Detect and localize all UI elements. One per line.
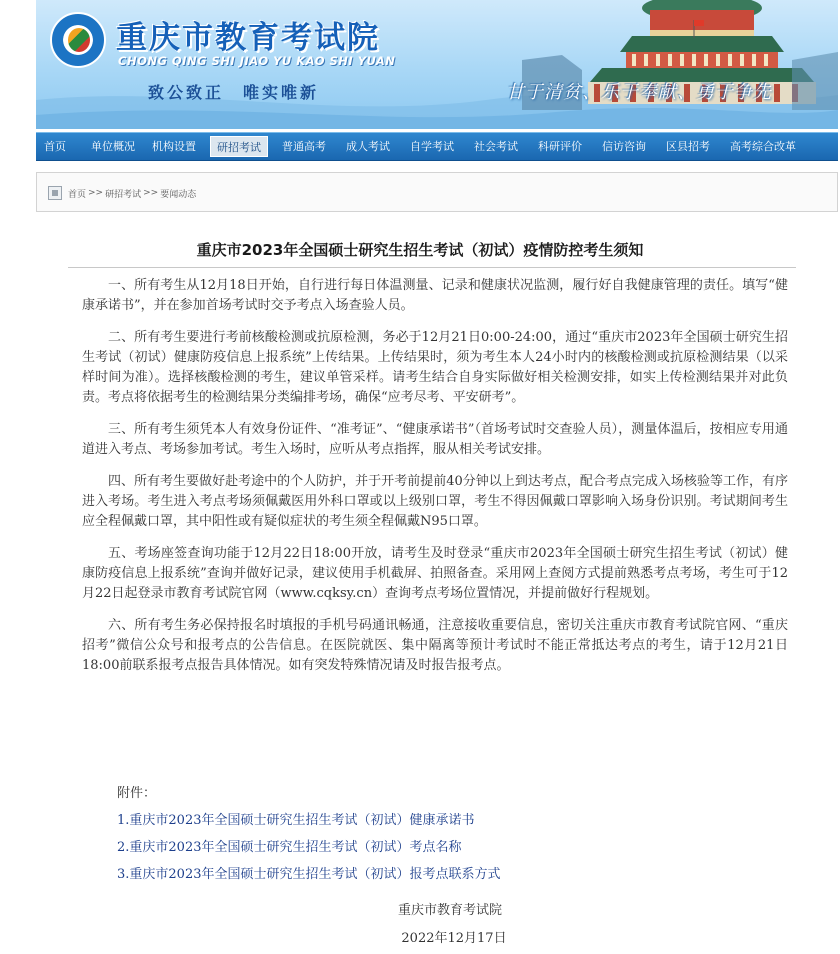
site-motto: 致公致正 唯实唯新 (148, 83, 320, 102)
breadcrumb-separator: >> (143, 188, 159, 198)
article-paragraph: 五、考场座签查询功能于12月22日18:00开放，请考生及时登录“重庆市2023年全国硕士研究生招生考试（初试）健康防疫信息上报系统”查询并做好记录，建议使用手机截屏、拍照备查。采用网上查阅方式提前熟悉考点考场，考生可于12月22日起登录市教育考试院官网（www.cqksy.cn）查询考点考场位置情况，并提前做好行程规划。 (82, 546, 788, 601)
breadcrumb-bar (36, 172, 838, 212)
article-paragraph: 三、所有考生须凭本人有效身份证件、“准考证”、“健康承诺书”（首场考试时交查验人员），测量体温后，按相应专用通道进入考点、考场参加考试。考生入场时，应听从考点指挥，服从相关考试安排。 (82, 422, 788, 457)
article-signature: 重庆市教育考试院 (397, 903, 502, 918)
attachment-link-contacts[interactable]: 3.重庆市2023年全国硕士研究生招生考试（初试）报考点联系方式 (117, 867, 501, 882)
great-hall-illustration (522, 0, 838, 129)
attachment-link-exam-sites[interactable]: 2.重庆市2023年全国硕士研究生招生考试（初试）考点名称 (117, 840, 462, 855)
site-logo[interactable] (50, 12, 106, 68)
article-paragraph: 一、所有考生从12月18日开始，自行进行每日体温测量、记录和健康状况监测，履行好自我健康管理的责任。填写“健康承诺书”，并在参加首场考试时交予考点入场查验人员。 (82, 278, 788, 313)
breadcrumb-graduate-exam[interactable]: 研招考试 (105, 189, 142, 200)
nav-item-gaokao[interactable]: 普通高考 (282, 140, 326, 153)
banner-slogan: 甘于清贫、乐于奉献、勇于争先 (506, 82, 772, 103)
nav-item-self-study-exam[interactable]: 自学考试 (410, 140, 454, 153)
article-date: 2022年12月17日 (401, 931, 507, 946)
breadcrumb-separator: >> (88, 188, 104, 198)
breadcrumb-news[interactable]: 要闻动态 (160, 189, 197, 200)
nav-item-petition[interactable]: 信访咨询 (602, 140, 646, 153)
home-icon (48, 186, 62, 200)
article-title: 重庆市2023年全国硕士研究生招生考试（初试）疫情防控考生须知 (196, 241, 644, 259)
main-nav (36, 132, 838, 161)
site-banner (36, 0, 838, 129)
article-paragraph: 四、所有考生要做好赴考途中的个人防护，并于开考前提前40分钟以上到达考点，配合考点完成入场核验等工作，有序进入考场。考生进入考点考场须佩戴医用外科口罩或以上级别口罩，考生不得因佩戴口罩影响入场身份识别。考试期间考生应全程佩戴口罩，其中阳性或有疑似症状的考生须全程佩戴N95口罩。 (82, 474, 788, 529)
attachments-section (117, 783, 797, 886)
title-divider (68, 267, 796, 268)
attachment-link-health-pledge[interactable]: 1.重庆市2023年全国硕士研究生招生考试（初试）健康承诺书 (117, 813, 475, 828)
nav-item-overview[interactable]: 单位概况 (91, 140, 135, 153)
site-pinyin: CHONG QING SHI JIAO YU KAO SHI YUAN (118, 54, 396, 68)
nav-item-social-exam[interactable]: 社会考试 (474, 140, 518, 153)
nav-item-research[interactable]: 科研评价 (538, 140, 582, 153)
site-title: 重庆市教育考试院 (116, 20, 380, 56)
article-paragraph: 二、所有考生要进行考前核酸检测或抗原检测，务必于12月21日0:00-24:00，通过“重庆市2023年全国硕士研究生招生考试（初试）健康防疫信息上报系统”上传结果。上传结果时，须为考生本人24小时内的核酸检测或抗原检测结果（以采样时间为准）。选择核酸检测的考生，建议单管采样。请考生结合自身实际做好相关检测安排，如实上传检测结果并对此负责。考点将依据考生的检测结果分类编排考场，确保“应考尽考、平安研考”。 (82, 330, 788, 405)
article-paragraph: 六、所有考生务必保持报名时填报的手机号码通讯畅通，注意接收重要信息，密切关注重庆市教育考试院官网、“重庆招考”微信公众号和报考点的公告信息。在医院就医、集中隔离等预计考试时不能正常抵达考点的考生，请于12月21日18:00前联系报考点报告具体情况。如有突发特殊情况请及时报告报考点。 (82, 618, 788, 673)
attachments-label: 附件： (117, 786, 157, 801)
nav-item-adult-exam[interactable]: 成人考试 (346, 140, 390, 153)
article-body (82, 276, 788, 688)
nav-item-district[interactable]: 区县招考 (666, 140, 710, 153)
breadcrumb-home[interactable]: 首页 (68, 189, 87, 200)
nav-item-home[interactable]: 首页 (44, 140, 66, 153)
nav-item-organization[interactable]: 机构设置 (152, 140, 196, 153)
nav-item-graduate-exam[interactable]: 研招考试 (210, 136, 268, 157)
nav-item-gaokao-reform[interactable]: 高考综合改革 (730, 140, 796, 153)
breadcrumb (48, 182, 827, 204)
